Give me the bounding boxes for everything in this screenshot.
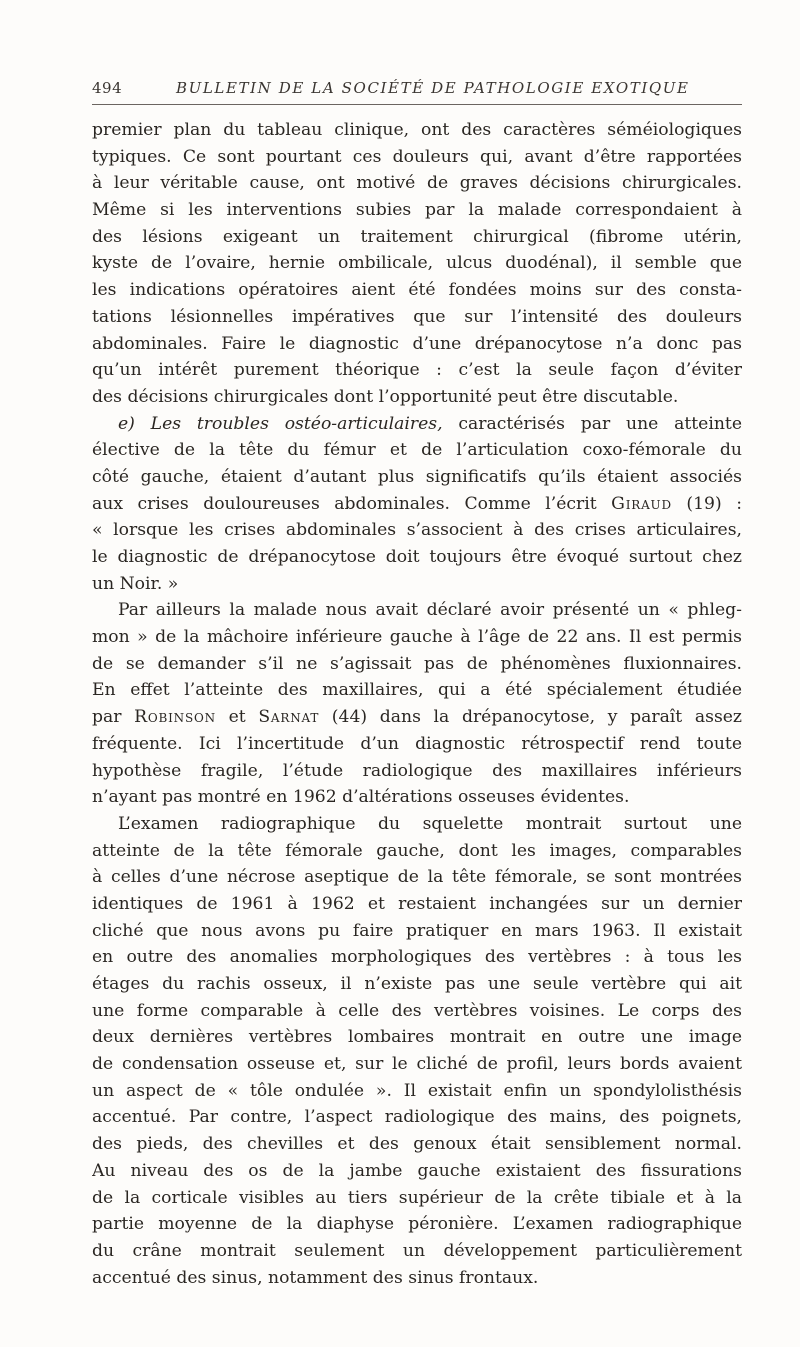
text-line: atteinte de la tête fémorale gauche, dont les images, comparables bbox=[92, 840, 742, 861]
text-line: Par ailleurs la malade nous avait déclaré avoir présenté un « phleg- bbox=[118, 600, 742, 621]
text-span: par bbox=[92, 707, 135, 728]
text-line bbox=[92, 704, 742, 731]
text-line: un Noir. » bbox=[92, 573, 179, 594]
text-line: L’examen radiographique du squelette montrait surtout une bbox=[118, 813, 742, 834]
text-line: qu’un intérêt purement théorique : c’est la seule façon d’éviter bbox=[92, 360, 742, 381]
text-line: les indications opératoires aient été fondées moins sur des consta- bbox=[92, 280, 742, 301]
text-line: deux dernières vertèbres lombaires montrait en outre une image bbox=[92, 1027, 742, 1048]
text-span: aux crises douloureuses abdominales. Comme l’écrit bbox=[92, 493, 612, 514]
text-line: kyste de l’ovaire, hernie ombilicale, ulcus duodénal), il semble que bbox=[92, 253, 742, 274]
journal-title: BULLETIN DE LA SOCIÉTÉ DE PATHOLOGIE EXOTIQUE bbox=[176, 79, 690, 97]
section-heading-rest: caractérisés par une atteinte bbox=[442, 413, 742, 434]
text-line: premier plan du tableau clinique, ont des caractères séméiologiques bbox=[92, 120, 742, 140]
text-line: étages du rachis osseux, il n’existe pas une seule vertèbre qui ait bbox=[92, 974, 742, 994]
text-span: (44) dans la drépanocytose, y paraît assez bbox=[319, 707, 742, 728]
text-line: Au niveau des os de la jambe gauche existaient des fissurations bbox=[92, 1160, 742, 1181]
text-line: à leur véritable cause, ont motivé de graves décisions chirurgicales. bbox=[92, 173, 742, 194]
text-line: « lorsque les crises abdominales s’associent à des crises articulaires, bbox=[92, 520, 742, 541]
text-line: des décisions chirurgicales dont l’opportunité peut être discutable. bbox=[92, 386, 679, 407]
section-heading-italic: troubles ostéo-articulaires, bbox=[196, 413, 443, 434]
text-line: fréquente. Ici l’incertitude d’un diagnostic rétrospectif rend toute bbox=[92, 733, 742, 754]
text-line: partie moyenne de la diaphyse péronière. L’examen radiographique bbox=[92, 1214, 742, 1235]
text-line: En effet l’atteinte des maxillaires, qui a été spécialement étudiée bbox=[92, 680, 742, 701]
author-name: Sarnat bbox=[258, 707, 320, 728]
author-name: Giraud bbox=[611, 493, 672, 514]
text-line: hypothèse fragile, l’étude radiologique des maxillaires inférieurs bbox=[92, 760, 742, 781]
author-name: Robinson bbox=[134, 707, 216, 728]
text-line: tations lésionnelles impératives que sur l’intensité des douleurs bbox=[92, 306, 742, 327]
text-line: de condensation osseuse et, sur le cliché de profil, leurs bords avaient bbox=[92, 1054, 742, 1075]
text-line: abdominales. Faire le diagnostic d’une drépanocytose n’a donc pas bbox=[92, 333, 742, 354]
text-span: et bbox=[215, 707, 259, 728]
text-line: du crâne montrait seulement un développement particulièrement bbox=[92, 1240, 742, 1261]
text-line: à celles d’une nécrose aseptique de la tête fémorale, se sont montrées bbox=[92, 867, 742, 888]
text-line: typiques. Ce sont pourtant ces douleurs qui, avant d’être rapportées bbox=[92, 146, 742, 167]
text-line: un aspect de « tôle ondulée ». Il existait enfin un spondylolisthésis bbox=[92, 1080, 742, 1101]
page-number: 494 bbox=[92, 79, 123, 97]
header-rule bbox=[92, 104, 742, 105]
text-line-section-e bbox=[92, 411, 742, 438]
text-line: une forme comparable à celle des vertèbres voisines. Le corps des bbox=[92, 1000, 742, 1021]
text-line: côté gauche, étaient d’autant plus significatifs qu’ils étaient associés bbox=[92, 466, 742, 487]
text-line: cliché que nous avons pu faire pratiquer en mars 1963. Il existait bbox=[92, 920, 742, 941]
text-line bbox=[92, 491, 742, 518]
section-marker-text: e) Les bbox=[118, 413, 197, 434]
text-line: des pieds, des chevilles et des genoux était sensiblement normal. bbox=[92, 1134, 742, 1155]
text-line: le diagnostic de drépanocytose doit toujours être évoqué surtout chez bbox=[92, 547, 742, 567]
text-line: en outre des anomalies morphologiques des vertèbres : à tous les bbox=[92, 947, 742, 968]
running-head bbox=[92, 77, 742, 103]
text-line: accentué. Par contre, l’aspect radiologique des mains, des poignets, bbox=[92, 1107, 742, 1128]
text-line: identiques de 1961 à 1962 et restaient inchangées sur un dernier bbox=[92, 893, 742, 914]
text-line: accentué des sinus, notamment des sinus frontaux. bbox=[92, 1267, 539, 1288]
text-line: n’ayant pas montré en 1962 d’altérations osseuses évidentes. bbox=[92, 787, 630, 808]
text-line: Même si les interventions subies par la malade correspondaient à bbox=[92, 200, 742, 221]
text-span: (19) : bbox=[671, 493, 742, 514]
text-line: mon » de la mâchoire inférieure gauche à l’âge de 22 ans. Il est permis bbox=[92, 627, 742, 648]
text-line: de la corticale visibles au tiers supérieur de la crête tibiale et à la bbox=[92, 1187, 742, 1208]
article-body bbox=[92, 117, 742, 1291]
text-line: de se demander s’il ne s’agissait pas de phénomènes fluxionnaires. bbox=[92, 653, 742, 674]
text-line: des lésions exigeant un traitement chirurgical (fibrome utérin, bbox=[92, 226, 742, 247]
text-line: élective de la tête du fémur et de l’articulation coxo-fémorale du bbox=[92, 440, 742, 461]
